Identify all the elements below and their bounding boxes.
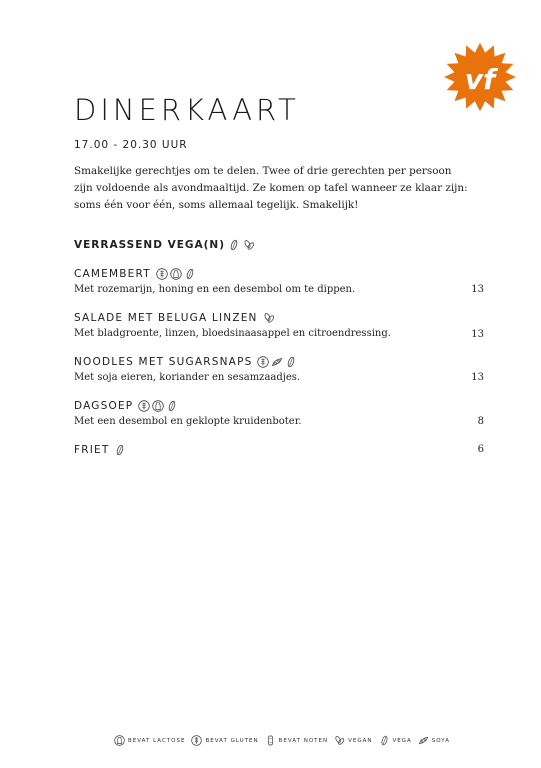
menu-item (74, 442, 484, 458)
dish-name: CAMEMBERT (74, 268, 151, 280)
opening-hours: 17.00 - 20.30 UUR (74, 139, 188, 151)
menu-item (74, 266, 484, 298)
dish-price: 13 (471, 284, 484, 295)
dish-price: 13 (471, 329, 484, 340)
legend-label: SOYA (431, 737, 450, 744)
legend-item (418, 735, 450, 746)
gluten-icon (257, 356, 269, 368)
dish-description: Met rozemarijn, honing en een desembol om te dippen. (74, 284, 356, 295)
vf-logo (440, 40, 520, 114)
dish-description: Met een desembol en geklopte kruidenboter. (74, 416, 302, 427)
lactose-icon (152, 400, 164, 412)
soya-icon (418, 735, 429, 746)
dish-name-row (74, 310, 484, 326)
legend-item (114, 735, 185, 746)
lactose-icon (114, 735, 125, 746)
vega-icon (228, 239, 240, 251)
legend-label: BEVAT GLUTEN (205, 737, 259, 744)
gluten-icon (156, 268, 168, 280)
dish-name-row (74, 266, 484, 282)
vegan-icon (263, 312, 275, 324)
menu-item (74, 310, 484, 342)
legend-label: BEVAT LACTOSE (128, 737, 186, 744)
dish-name-row (74, 398, 484, 414)
gluten-icon (138, 400, 150, 412)
dish-price: 6 (477, 444, 484, 455)
vega-icon (184, 268, 196, 280)
dish-description: Met bladgroente, linzen, bloedsinaasappel en citroendressing. (74, 328, 391, 339)
legend-item (265, 735, 329, 746)
section-title (74, 239, 255, 251)
legend-item (191, 735, 258, 746)
intro-text (74, 163, 494, 214)
dish-name: DAGSOEP (74, 400, 134, 412)
lactose-icon (170, 268, 182, 280)
legend-label: BEVAT NOTEN (278, 737, 329, 744)
legend-item (379, 735, 412, 746)
dish-description: Met soja eieren, koriander en sesamzaadjes. (74, 372, 301, 383)
dish-price: 13 (471, 372, 484, 383)
dish-name-row (74, 354, 484, 370)
dish-price: 8 (477, 416, 484, 427)
dish-name: NOODLES MET SUGARSNAPS (74, 356, 253, 368)
menu-item (74, 354, 484, 386)
nuts-icon (265, 735, 276, 746)
logo-text: vf (464, 63, 496, 96)
soya-icon (271, 356, 283, 368)
vega-icon (285, 356, 297, 368)
vegan-icon (334, 735, 345, 746)
vega-icon (379, 735, 390, 746)
intro-line: soms één voor één, soms allemaal tegelijk. Smakelijk! (74, 199, 359, 211)
gluten-icon (191, 735, 202, 746)
menu-item (74, 398, 484, 430)
intro-line: Smakelijke gerechtjes om te delen. Twee of drie gerechten per persoon (74, 165, 452, 177)
legend-item (334, 735, 372, 746)
intro-line: zijn voldoende als avondmaaltijd. Ze komen op tafel wanneer ze klaar zijn: (74, 182, 468, 194)
dish-name: FRIET (74, 444, 110, 456)
legend-label: VEGAN (348, 737, 373, 744)
vegan-icon (243, 239, 255, 251)
section-title-text: VERRASSEND VEGA(N) (74, 239, 226, 251)
allergen-legend (114, 735, 450, 746)
dish-name: SALADE MET BELUGA LINZEN (74, 312, 258, 324)
legend-label: VEGA (392, 737, 412, 744)
vega-icon (114, 444, 126, 456)
vega-icon (166, 400, 178, 412)
dish-name-row (74, 442, 484, 458)
page-title: DINERKAART (74, 93, 300, 127)
